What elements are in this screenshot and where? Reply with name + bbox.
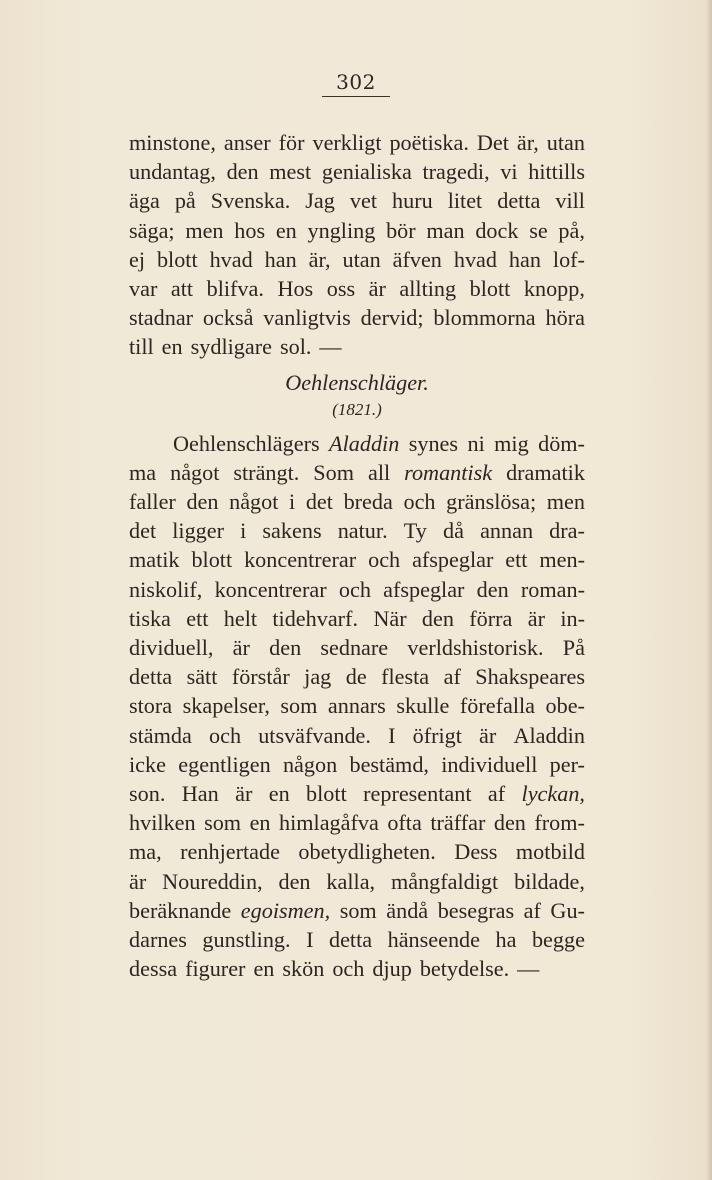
text-line <box>129 216 585 245</box>
word: vet <box>349 188 377 214</box>
word: den <box>421 605 454 631</box>
word: individuell <box>441 751 538 777</box>
word: gunstling. <box>202 926 291 952</box>
text-line <box>129 186 585 215</box>
word: af <box>487 780 506 806</box>
word: af <box>523 897 541 923</box>
word: den <box>186 489 219 515</box>
word: niskolif, <box>129 576 203 602</box>
word: af <box>443 664 461 690</box>
word: hvilken <box>129 810 196 836</box>
word: jag <box>304 664 332 690</box>
word: tragedi, <box>422 159 490 185</box>
word: flesta <box>381 664 430 690</box>
word: annan <box>480 518 534 544</box>
text-line <box>129 750 585 779</box>
word: förstår <box>231 664 290 690</box>
word: den <box>278 868 311 894</box>
word: obetydligheten. <box>298 839 436 865</box>
word: — <box>319 334 342 360</box>
word: bör <box>386 217 416 243</box>
word: hos <box>234 217 266 243</box>
word: hvad <box>453 246 497 272</box>
word: ha <box>495 926 517 952</box>
page-number <box>0 70 712 97</box>
word: lyckan, <box>521 780 585 806</box>
word: ej <box>129 246 146 272</box>
word: är, <box>308 246 331 272</box>
word: bildade, <box>514 868 585 894</box>
word: oss <box>326 275 356 301</box>
word: på <box>174 188 196 214</box>
text-line <box>129 516 585 545</box>
word: vi <box>500 159 518 185</box>
word: in- <box>560 605 585 631</box>
word: matik <box>129 547 180 573</box>
word: men <box>546 489 585 515</box>
word: stora <box>129 693 173 719</box>
word: och <box>209 722 242 748</box>
page-edge-shadow <box>706 0 712 1180</box>
word: och <box>332 956 365 982</box>
word: natur. <box>337 518 388 544</box>
word: Svenska. <box>210 188 291 214</box>
word: yngling <box>307 217 376 243</box>
word: Det <box>476 130 509 155</box>
word: dramatik <box>506 459 585 485</box>
word: man <box>426 217 465 243</box>
text-line <box>129 662 585 691</box>
word: blott <box>306 780 347 806</box>
word: Dess <box>454 839 498 865</box>
word: besegras <box>437 897 515 923</box>
text-line <box>129 303 585 332</box>
word: hänseende <box>387 926 480 952</box>
word: förefalla <box>459 693 535 719</box>
word: de <box>345 664 367 690</box>
word: det <box>129 518 157 544</box>
text-line <box>129 721 585 750</box>
word: Noureddin, <box>162 868 263 894</box>
text-line <box>129 896 585 925</box>
word: mest <box>269 159 312 185</box>
word: är <box>235 780 253 806</box>
text-line <box>129 604 585 633</box>
word: stämda <box>129 722 192 748</box>
word: ett <box>505 547 528 573</box>
word: den <box>476 576 509 602</box>
word: blommorna <box>433 305 536 331</box>
word: vill <box>555 188 585 214</box>
word: en <box>275 217 297 243</box>
word: breda <box>343 489 393 515</box>
word: icke <box>129 751 166 777</box>
word: synes <box>408 430 459 456</box>
word: den <box>493 810 526 836</box>
word: Som <box>313 459 354 485</box>
word: dra- <box>549 518 585 544</box>
word: säga; <box>129 217 175 243</box>
word: dividuell, <box>129 635 214 660</box>
word: representant <box>363 780 472 806</box>
word: romantisk <box>404 459 493 485</box>
word: helt <box>223 605 258 631</box>
word: Hos <box>277 275 314 301</box>
word: detta <box>497 188 541 214</box>
text-line <box>129 458 585 487</box>
word: renhjertade <box>180 839 280 865</box>
word: en <box>268 780 290 806</box>
text-line <box>129 954 585 983</box>
word: något <box>229 489 279 515</box>
word: mig <box>494 430 529 456</box>
text-line <box>129 575 585 604</box>
text-block <box>129 128 585 983</box>
word: genialiska <box>321 159 412 185</box>
word: och <box>368 547 401 573</box>
word: När <box>373 605 407 631</box>
text-line <box>129 274 585 303</box>
text-line <box>129 245 585 274</box>
word: Shakspeares <box>475 664 585 690</box>
text-line <box>129 157 585 186</box>
text-line <box>129 545 585 574</box>
word: var <box>129 275 158 301</box>
word: koncentrerar <box>244 547 357 573</box>
word: på, <box>558 217 585 243</box>
word: äga <box>129 188 160 214</box>
word: begge <box>531 926 585 952</box>
word: undantag, <box>129 159 216 185</box>
word: det <box>305 489 333 515</box>
word: motbild <box>515 839 585 865</box>
word: I <box>388 722 396 748</box>
word: minstone, <box>129 130 216 155</box>
word: som <box>204 810 242 836</box>
text-line <box>129 429 585 458</box>
word: Oehlenschlägers <box>173 430 320 456</box>
word: all <box>367 459 391 485</box>
word: öfrigt <box>412 722 462 748</box>
text-line <box>129 837 585 866</box>
word: i <box>289 489 296 515</box>
section-heading: Oehlenschläger. <box>285 369 429 395</box>
word: detta <box>328 926 373 952</box>
word: vanligtvis <box>263 305 351 331</box>
word: gränslösa; <box>446 489 537 515</box>
paragraph-1 <box>129 128 585 362</box>
word: ligger <box>172 518 224 544</box>
word: något <box>170 459 220 485</box>
word: den <box>269 635 302 660</box>
word: beräknande <box>129 897 232 923</box>
word: poëtiska. <box>389 130 469 155</box>
word: som <box>280 693 318 719</box>
word: en <box>249 810 271 836</box>
word: ofta <box>387 810 422 836</box>
word: strängt. <box>233 459 300 485</box>
word: — <box>517 956 540 982</box>
word: höra <box>545 305 585 331</box>
word: betydelse. <box>419 956 510 982</box>
word: sydligare <box>190 334 272 360</box>
word: stadnar <box>129 305 194 331</box>
word: han <box>264 246 297 272</box>
word: blott <box>156 246 198 272</box>
word: koncentrerar <box>214 576 327 602</box>
word: ma <box>129 459 157 485</box>
word: allting <box>399 275 457 301</box>
word: den <box>226 159 259 185</box>
word: På <box>562 635 585 660</box>
word: djup <box>372 956 412 982</box>
text-line <box>129 332 585 361</box>
word: tiska <box>129 605 171 631</box>
word: sakens <box>262 518 322 544</box>
word: egentligen <box>178 751 271 777</box>
word: någon <box>282 751 338 777</box>
word: Aladdin <box>329 430 400 456</box>
page-number-text: 302 <box>322 70 390 97</box>
word: en <box>161 334 183 360</box>
word: är <box>232 635 250 660</box>
word: blott <box>191 547 233 573</box>
text-line <box>129 808 585 837</box>
word: ändå <box>386 897 429 923</box>
word: dock <box>475 217 519 243</box>
word: faller <box>129 489 176 515</box>
word: träffar <box>430 810 486 836</box>
word: då <box>442 518 464 544</box>
section-year: (1821.) <box>332 399 382 419</box>
word: men <box>185 217 224 243</box>
word: är <box>479 722 497 748</box>
word: afspeglar <box>412 547 494 573</box>
word: knopp, <box>523 275 585 301</box>
word: och <box>338 576 371 602</box>
word: hvad <box>209 246 253 272</box>
word: roman- <box>520 576 585 602</box>
word: ni <box>467 430 485 456</box>
word: verldshistorisk. <box>407 635 544 660</box>
word: ma, <box>129 839 162 865</box>
word: dessa <box>129 956 178 982</box>
word: hittills <box>528 159 585 185</box>
word: Gu- <box>550 897 585 923</box>
word: se <box>529 217 548 243</box>
word: dervid; <box>360 305 424 331</box>
word: Aladdin <box>513 722 585 748</box>
word: utan <box>342 246 381 272</box>
word: skulle <box>396 693 450 719</box>
word: döm- <box>538 430 585 456</box>
word: förra <box>469 605 513 631</box>
word: egoismen, <box>240 897 331 923</box>
word: detta <box>129 664 173 690</box>
word: till <box>129 334 154 360</box>
text-line <box>129 925 585 954</box>
word: skön <box>282 956 325 982</box>
word: skapelser, <box>182 693 270 719</box>
word: utan <box>546 130 585 155</box>
word: himlagåfva <box>279 810 379 836</box>
word: kalla, <box>326 868 376 894</box>
word: huru <box>392 188 433 214</box>
word: han <box>508 246 541 272</box>
word: är <box>527 605 545 631</box>
word: är <box>129 868 147 894</box>
word: lof- <box>552 246 585 272</box>
text-line <box>129 867 585 896</box>
text-line <box>129 779 585 808</box>
paragraph-2 <box>129 429 585 984</box>
word: och <box>403 489 436 515</box>
word: mångfaldigt <box>390 868 499 894</box>
word: i <box>240 518 247 544</box>
word: men- <box>539 547 585 573</box>
word: sätt <box>186 664 218 690</box>
text-line <box>129 633 585 662</box>
word: Ty <box>403 518 427 544</box>
word: äfven <box>392 246 442 272</box>
word: obe- <box>545 693 585 719</box>
word: annars <box>327 693 386 719</box>
word: utsväfvande. <box>258 722 371 748</box>
word: är, <box>516 130 539 155</box>
word: from- <box>534 810 585 836</box>
word: figurer <box>185 956 246 982</box>
word: per- <box>549 751 585 777</box>
word: blott <box>469 275 511 301</box>
word: sednare <box>320 635 389 660</box>
text-line <box>129 691 585 720</box>
word: sol. <box>279 334 312 360</box>
word: bestämd, <box>349 751 429 777</box>
word: är <box>368 275 386 301</box>
word: att <box>170 275 194 301</box>
word: som <box>339 897 377 923</box>
text-line <box>129 128 585 157</box>
word: darnes <box>129 926 187 952</box>
word: också <box>202 305 254 331</box>
word: verkligt <box>312 130 382 155</box>
word: Han <box>181 780 219 806</box>
word: litet <box>447 188 483 214</box>
word: I <box>306 926 314 952</box>
word: för <box>278 130 305 155</box>
word: son. <box>129 780 166 806</box>
word: ett <box>186 605 209 631</box>
text-line <box>129 487 585 516</box>
word: en <box>253 956 275 982</box>
word: tidehvarf. <box>272 605 358 631</box>
word: afspeglar <box>383 576 465 602</box>
word: blifva. <box>206 275 264 301</box>
word: anser <box>223 130 271 155</box>
word: Jag <box>305 188 335 214</box>
